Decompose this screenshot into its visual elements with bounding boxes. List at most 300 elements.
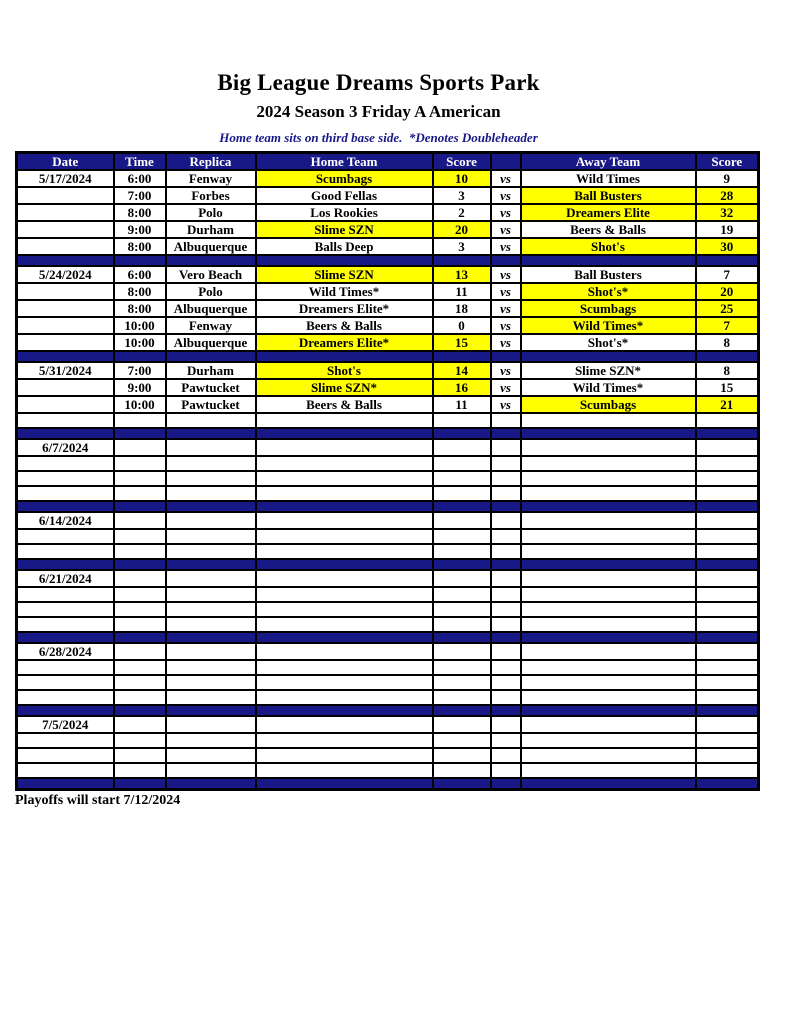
time-cell: 8:00 bbox=[114, 238, 166, 255]
away-score-cell bbox=[696, 570, 759, 587]
game-row bbox=[17, 221, 759, 238]
home-team-cell: Wild Times* bbox=[256, 283, 433, 300]
empty-row bbox=[17, 456, 759, 471]
game-row bbox=[17, 204, 759, 221]
separator-cell bbox=[433, 428, 491, 439]
separator-cell bbox=[17, 501, 114, 512]
separator-cell bbox=[491, 778, 521, 789]
empty-row bbox=[17, 733, 759, 748]
date-cell bbox=[17, 660, 114, 675]
away-team-cell: Shot's bbox=[521, 238, 696, 255]
separator-cell bbox=[166, 501, 256, 512]
home-team-cell: Shot's bbox=[256, 362, 433, 379]
home-score-cell bbox=[433, 486, 491, 501]
playoffs-note: Playoffs will start 7/12/2024 bbox=[15, 792, 181, 808]
date-cell bbox=[17, 617, 114, 632]
separator-cell bbox=[491, 705, 521, 716]
home-score-cell bbox=[433, 617, 491, 632]
home-score-cell bbox=[433, 690, 491, 705]
replica-cell: Albuquerque bbox=[166, 300, 256, 317]
separator-cell bbox=[114, 559, 166, 570]
separator-cell bbox=[521, 501, 696, 512]
away-team-cell: Beers & Balls bbox=[521, 221, 696, 238]
time-cell bbox=[114, 456, 166, 471]
home-team-cell bbox=[256, 733, 433, 748]
home-team-cell: Los Rookies bbox=[256, 204, 433, 221]
away-score-cell bbox=[696, 675, 759, 690]
home-team-cell: Dreamers Elite* bbox=[256, 334, 433, 351]
schedule-table bbox=[15, 151, 760, 791]
away-score-cell bbox=[696, 617, 759, 632]
away-score-cell bbox=[696, 763, 759, 778]
replica-cell bbox=[166, 617, 256, 632]
home-team-cell bbox=[256, 456, 433, 471]
separator-cell bbox=[521, 705, 696, 716]
away-team-cell bbox=[521, 570, 696, 587]
home-score-cell bbox=[433, 512, 491, 529]
separator-cell bbox=[521, 351, 696, 362]
replica-cell: Vero Beach bbox=[166, 266, 256, 283]
away-team-cell bbox=[521, 529, 696, 544]
date-cell bbox=[17, 379, 114, 396]
away-team-cell: Wild Times* bbox=[521, 317, 696, 334]
empty-row bbox=[17, 617, 759, 632]
replica-cell bbox=[166, 675, 256, 690]
away-team-cell bbox=[521, 456, 696, 471]
separator-cell bbox=[491, 559, 521, 570]
date-cell bbox=[17, 204, 114, 221]
time-cell bbox=[114, 413, 166, 428]
away-score-cell: 28 bbox=[696, 187, 759, 204]
separator-row bbox=[17, 559, 759, 570]
vs-cell bbox=[491, 512, 521, 529]
replica-cell: Albuquerque bbox=[166, 334, 256, 351]
away-score-cell: 20 bbox=[696, 283, 759, 300]
home-team-cell bbox=[256, 763, 433, 778]
time-cell: 6:00 bbox=[114, 266, 166, 283]
away-team-cell bbox=[521, 643, 696, 660]
date-cell bbox=[17, 486, 114, 501]
separator-cell bbox=[166, 255, 256, 266]
replica-cell bbox=[166, 413, 256, 428]
home-score-cell: 13 bbox=[433, 266, 491, 283]
time-cell bbox=[114, 763, 166, 778]
away-score-cell bbox=[696, 456, 759, 471]
vs-cell bbox=[491, 675, 521, 690]
game-row bbox=[17, 300, 759, 317]
time-cell bbox=[114, 748, 166, 763]
vs-cell: vs bbox=[491, 170, 521, 187]
time-cell bbox=[114, 675, 166, 690]
time-cell bbox=[114, 529, 166, 544]
date-cell bbox=[17, 529, 114, 544]
game-row bbox=[17, 379, 759, 396]
vs-cell bbox=[491, 413, 521, 428]
empty-row bbox=[17, 748, 759, 763]
date-cell: 6/7/2024 bbox=[17, 439, 114, 456]
replica-cell: Pawtucket bbox=[166, 396, 256, 413]
replica-cell: Durham bbox=[166, 362, 256, 379]
home-score-cell bbox=[433, 763, 491, 778]
away-team-cell: Wild Times bbox=[521, 170, 696, 187]
date-cell bbox=[17, 675, 114, 690]
away-team-cell: Slime SZN* bbox=[521, 362, 696, 379]
vs-cell bbox=[491, 486, 521, 501]
home-score-cell: 18 bbox=[433, 300, 491, 317]
vs-cell bbox=[491, 690, 521, 705]
time-cell bbox=[114, 439, 166, 456]
away-team-cell: Ball Busters bbox=[521, 187, 696, 204]
vs-cell bbox=[491, 617, 521, 632]
away-team-cell: Dreamers Elite bbox=[521, 204, 696, 221]
game-row bbox=[17, 334, 759, 351]
vs-cell: vs bbox=[491, 204, 521, 221]
empty-row bbox=[17, 660, 759, 675]
vs-cell bbox=[491, 763, 521, 778]
separator-cell bbox=[433, 778, 491, 789]
separator-cell bbox=[256, 778, 433, 789]
time-cell: 10:00 bbox=[114, 334, 166, 351]
home-score-cell bbox=[433, 570, 491, 587]
away-team-cell bbox=[521, 716, 696, 733]
home-score-cell: 11 bbox=[433, 283, 491, 300]
date-cell: 6/28/2024 bbox=[17, 643, 114, 660]
away-team-cell: Shot's* bbox=[521, 334, 696, 351]
replica-cell bbox=[166, 439, 256, 456]
home-team-cell: Balls Deep bbox=[256, 238, 433, 255]
replica-cell bbox=[166, 643, 256, 660]
away-score-cell bbox=[696, 602, 759, 617]
separator-cell bbox=[166, 632, 256, 643]
empty-row bbox=[17, 439, 759, 456]
time-cell: 8:00 bbox=[114, 204, 166, 221]
empty-row bbox=[17, 643, 759, 660]
away-score-cell: 25 bbox=[696, 300, 759, 317]
vs-cell bbox=[491, 660, 521, 675]
away-score-cell bbox=[696, 529, 759, 544]
empty-row bbox=[17, 512, 759, 529]
separator-cell bbox=[114, 351, 166, 362]
date-cell: 6/14/2024 bbox=[17, 512, 114, 529]
home-team-cell: Dreamers Elite* bbox=[256, 300, 433, 317]
home-score-cell bbox=[433, 602, 491, 617]
date-cell bbox=[17, 587, 114, 602]
away-team-cell bbox=[521, 733, 696, 748]
empty-row bbox=[17, 486, 759, 501]
home-team-cell: Scumbags bbox=[256, 170, 433, 187]
separator-cell bbox=[491, 255, 521, 266]
replica-cell bbox=[166, 690, 256, 705]
away-score-cell: 9 bbox=[696, 170, 759, 187]
time-cell bbox=[114, 660, 166, 675]
header-score: Score bbox=[433, 153, 491, 171]
home-team-cell bbox=[256, 471, 433, 486]
away-score-cell bbox=[696, 439, 759, 456]
separator-cell bbox=[17, 351, 114, 362]
separator-cell bbox=[256, 559, 433, 570]
separator-cell bbox=[166, 351, 256, 362]
vs-cell bbox=[491, 716, 521, 733]
away-team-cell bbox=[521, 763, 696, 778]
home-score-cell: 3 bbox=[433, 187, 491, 204]
away-score-cell bbox=[696, 486, 759, 501]
vs-cell: vs bbox=[491, 300, 521, 317]
time-cell bbox=[114, 587, 166, 602]
date-cell: 7/5/2024 bbox=[17, 716, 114, 733]
separator-cell bbox=[433, 255, 491, 266]
separator-cell bbox=[696, 501, 759, 512]
replica-cell bbox=[166, 529, 256, 544]
away-team-cell bbox=[521, 486, 696, 501]
home-score-cell bbox=[433, 439, 491, 456]
away-team-cell bbox=[521, 471, 696, 486]
separator-cell bbox=[491, 501, 521, 512]
separator-cell bbox=[114, 255, 166, 266]
away-team-cell bbox=[521, 660, 696, 675]
vs-cell bbox=[491, 544, 521, 559]
away-team-cell bbox=[521, 587, 696, 602]
home-team-cell bbox=[256, 570, 433, 587]
game-row bbox=[17, 238, 759, 255]
home-team-cell bbox=[256, 660, 433, 675]
away-team-cell bbox=[521, 690, 696, 705]
vs-cell: vs bbox=[491, 396, 521, 413]
time-cell bbox=[114, 570, 166, 587]
empty-row bbox=[17, 570, 759, 587]
header-vs-spacer bbox=[491, 153, 521, 171]
separator-cell bbox=[521, 255, 696, 266]
away-score-cell: 8 bbox=[696, 334, 759, 351]
empty-row bbox=[17, 675, 759, 690]
away-team-cell bbox=[521, 544, 696, 559]
away-team-cell bbox=[521, 413, 696, 428]
replica-cell bbox=[166, 471, 256, 486]
game-row bbox=[17, 396, 759, 413]
replica-cell bbox=[166, 587, 256, 602]
game-row bbox=[17, 170, 759, 187]
away-team-cell bbox=[521, 675, 696, 690]
separator-row bbox=[17, 428, 759, 439]
separator-cell bbox=[491, 428, 521, 439]
vs-cell bbox=[491, 439, 521, 456]
empty-row bbox=[17, 587, 759, 602]
date-cell bbox=[17, 396, 114, 413]
separator-cell bbox=[166, 705, 256, 716]
date-cell bbox=[17, 544, 114, 559]
home-score-cell bbox=[433, 660, 491, 675]
time-cell: 7:00 bbox=[114, 187, 166, 204]
separator-cell bbox=[256, 255, 433, 266]
page-subtitle: 2024 Season 3 Friday A American bbox=[256, 102, 501, 121]
date-cell bbox=[17, 690, 114, 705]
vs-cell bbox=[491, 733, 521, 748]
separator-cell bbox=[521, 778, 696, 789]
away-team-cell: Wild Times* bbox=[521, 379, 696, 396]
home-score-cell bbox=[433, 529, 491, 544]
vs-cell: vs bbox=[491, 379, 521, 396]
away-team-cell bbox=[521, 512, 696, 529]
separator-row bbox=[17, 778, 759, 789]
home-team-cell: Beers & Balls bbox=[256, 396, 433, 413]
home-score-cell: 16 bbox=[433, 379, 491, 396]
time-cell bbox=[114, 716, 166, 733]
away-score-cell: 32 bbox=[696, 204, 759, 221]
separator-row bbox=[17, 351, 759, 362]
replica-cell bbox=[166, 544, 256, 559]
home-team-cell: Slime SZN* bbox=[256, 379, 433, 396]
home-score-cell bbox=[433, 643, 491, 660]
vs-cell bbox=[491, 456, 521, 471]
header-away-team: Away Team bbox=[521, 153, 696, 171]
replica-cell: Fenway bbox=[166, 317, 256, 334]
away-team-cell bbox=[521, 748, 696, 763]
separator-cell bbox=[491, 351, 521, 362]
empty-row bbox=[17, 544, 759, 559]
vs-cell: vs bbox=[491, 362, 521, 379]
vs-cell: vs bbox=[491, 283, 521, 300]
separator-cell bbox=[696, 705, 759, 716]
date-cell bbox=[17, 748, 114, 763]
away-score-cell: 8 bbox=[696, 362, 759, 379]
home-team-cell: Slime SZN bbox=[256, 266, 433, 283]
date-cell bbox=[17, 187, 114, 204]
replica-cell: Albuquerque bbox=[166, 238, 256, 255]
date-cell: 5/31/2024 bbox=[17, 362, 114, 379]
home-score-cell: 11 bbox=[433, 396, 491, 413]
away-score-cell bbox=[696, 748, 759, 763]
replica-cell: Polo bbox=[166, 283, 256, 300]
separator-cell bbox=[166, 559, 256, 570]
away-score-cell bbox=[696, 544, 759, 559]
separator-cell bbox=[256, 428, 433, 439]
home-score-cell bbox=[433, 733, 491, 748]
vs-cell: vs bbox=[491, 334, 521, 351]
vs-cell bbox=[491, 643, 521, 660]
separator-cell bbox=[114, 778, 166, 789]
date-cell: 5/17/2024 bbox=[17, 170, 114, 187]
game-row bbox=[17, 283, 759, 300]
time-cell: 6:00 bbox=[114, 170, 166, 187]
home-team-cell bbox=[256, 748, 433, 763]
vs-cell bbox=[491, 602, 521, 617]
away-score-cell bbox=[696, 512, 759, 529]
home-team-cell bbox=[256, 439, 433, 456]
date-cell bbox=[17, 238, 114, 255]
separator-cell bbox=[696, 255, 759, 266]
header-home-team: Home Team bbox=[256, 153, 433, 171]
separator-cell bbox=[433, 351, 491, 362]
time-cell: 10:00 bbox=[114, 396, 166, 413]
replica-cell bbox=[166, 733, 256, 748]
separator-cell bbox=[166, 778, 256, 789]
away-score-cell bbox=[696, 733, 759, 748]
separator-cell bbox=[433, 559, 491, 570]
time-cell bbox=[114, 617, 166, 632]
vs-cell bbox=[491, 529, 521, 544]
replica-cell bbox=[166, 763, 256, 778]
separator-cell bbox=[433, 501, 491, 512]
empty-row bbox=[17, 690, 759, 705]
away-team-cell bbox=[521, 439, 696, 456]
date-cell bbox=[17, 334, 114, 351]
vs-cell bbox=[491, 748, 521, 763]
away-team-cell bbox=[521, 602, 696, 617]
home-score-cell bbox=[433, 456, 491, 471]
home-score-cell bbox=[433, 587, 491, 602]
date-cell bbox=[17, 300, 114, 317]
home-team-cell bbox=[256, 486, 433, 501]
time-cell: 7:00 bbox=[114, 362, 166, 379]
time-cell bbox=[114, 643, 166, 660]
home-score-cell bbox=[433, 544, 491, 559]
time-cell bbox=[114, 602, 166, 617]
separator-cell bbox=[17, 255, 114, 266]
separator-cell bbox=[256, 501, 433, 512]
separator-cell bbox=[17, 428, 114, 439]
away-score-cell bbox=[696, 690, 759, 705]
date-cell bbox=[17, 471, 114, 486]
home-team-cell bbox=[256, 716, 433, 733]
empty-row bbox=[17, 529, 759, 544]
home-team-cell bbox=[256, 529, 433, 544]
away-score-cell bbox=[696, 716, 759, 733]
away-score-cell: 15 bbox=[696, 379, 759, 396]
separator-cell bbox=[521, 559, 696, 570]
away-team-cell: Scumbags bbox=[521, 396, 696, 413]
home-score-cell bbox=[433, 748, 491, 763]
vs-cell: vs bbox=[491, 238, 521, 255]
separator-cell bbox=[696, 632, 759, 643]
home-score-cell: 3 bbox=[433, 238, 491, 255]
away-score-cell: 19 bbox=[696, 221, 759, 238]
separator-cell bbox=[256, 351, 433, 362]
date-cell bbox=[17, 317, 114, 334]
home-score-cell: 15 bbox=[433, 334, 491, 351]
home-score-cell: 0 bbox=[433, 317, 491, 334]
time-cell: 9:00 bbox=[114, 221, 166, 238]
schedule-body bbox=[17, 170, 759, 789]
away-score-cell: 7 bbox=[696, 317, 759, 334]
replica-cell: Forbes bbox=[166, 187, 256, 204]
separator-cell bbox=[114, 632, 166, 643]
replica-cell: Fenway bbox=[166, 170, 256, 187]
home-team-cell: Good Fellas bbox=[256, 187, 433, 204]
separator-cell bbox=[433, 705, 491, 716]
date-cell: 5/24/2024 bbox=[17, 266, 114, 283]
header-replica: Replica bbox=[166, 153, 256, 171]
header-time: Time bbox=[114, 153, 166, 171]
separator-cell bbox=[114, 501, 166, 512]
separator-cell bbox=[256, 705, 433, 716]
home-team-cell bbox=[256, 643, 433, 660]
header-row bbox=[17, 153, 759, 171]
separator-cell bbox=[114, 705, 166, 716]
home-score-cell bbox=[433, 716, 491, 733]
replica-cell: Durham bbox=[166, 221, 256, 238]
separator-cell bbox=[17, 632, 114, 643]
home-team-cell bbox=[256, 413, 433, 428]
away-score-cell bbox=[696, 587, 759, 602]
home-score-cell: 2 bbox=[433, 204, 491, 221]
time-cell bbox=[114, 690, 166, 705]
time-cell bbox=[114, 512, 166, 529]
date-cell bbox=[17, 733, 114, 748]
home-team-cell bbox=[256, 587, 433, 602]
separator-cell bbox=[114, 428, 166, 439]
home-team-cell bbox=[256, 675, 433, 690]
time-cell: 10:00 bbox=[114, 317, 166, 334]
empty-row bbox=[17, 763, 759, 778]
